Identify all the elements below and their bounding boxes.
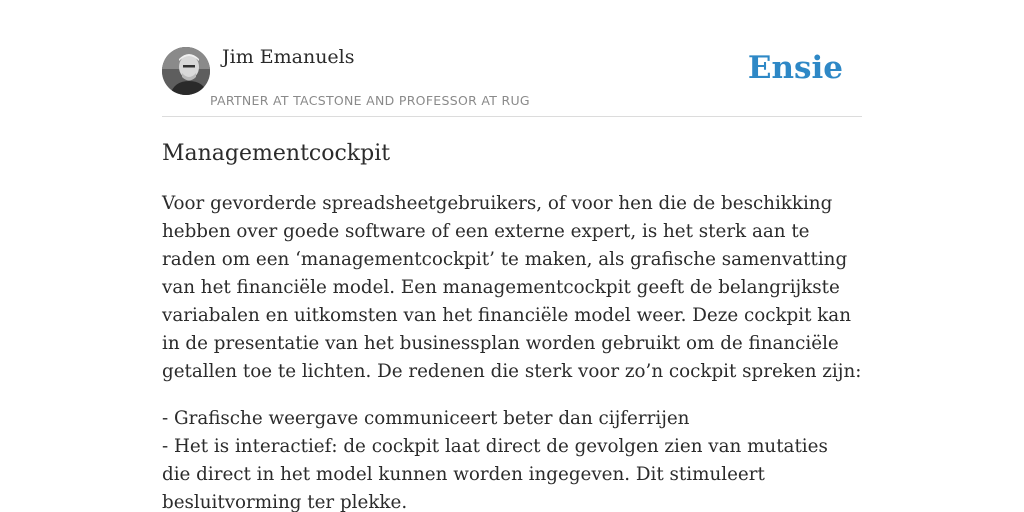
author-header [162,46,862,117]
author-avatar[interactable] [162,47,210,95]
brand-logo[interactable]: Ensie [747,50,843,86]
post-paragraph: Voor gevorderde spreadsheetgebruikers, of voor hen die de beschikking hebben over goede software of een externe expert, is het sterk aan te raden om een ‘managementcockpit’ te maken, als grafische samenvatting van het financiële model. Een managementcockpit geeft de belangrijkste variabalen en uitkomsten van het financiële model weer. Deze cockpit kan in de presentatie van het businessplan worden gebruikt om de financiële getallen toe te lichten. De redenen die sterk voor zo’n cockpit spreken zijn: [162,193,862,382]
post-content [162,138,862,512]
post-title: Managementcockpit [162,141,391,166]
author-title: PARTNER AT TACSTONE AND PROFESSOR AT RUG [210,93,530,108]
post-paragraph: - Grafische weergave communiceert beter dan cijferrijen - Het is interactief: de cockpit laat direct de gevolgen zien van mutaties die direct in het model kunnen worden ingegeven. Dit stimuleert besluitvorming ter plekke. [162,408,828,512]
post-body [162,190,862,512]
person-icon [162,47,210,95]
author-name[interactable]: Jim Emanuels [222,46,355,68]
